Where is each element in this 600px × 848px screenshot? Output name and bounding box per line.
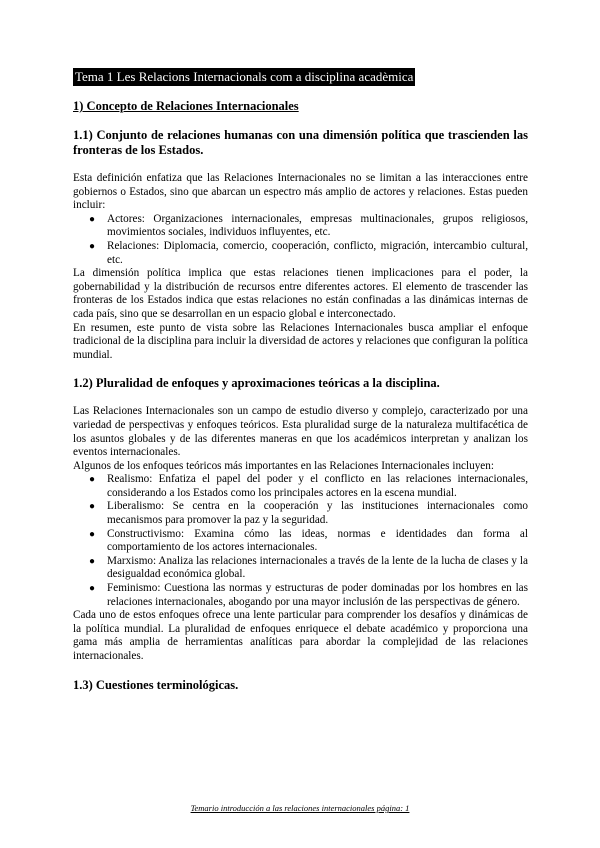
section-1-3-heading: 1.3) Cuestiones terminológicas.	[73, 677, 239, 692]
section-1-2-paragraph-2: Algunos de los enfoques teóricos más importantes en las Relaciones Internacionales incluyen:	[73, 459, 494, 472]
tema-title: Tema 1 Les Relacions Internacionals com a disciplina acadèmica	[75, 69, 414, 84]
section-1-2-paragraph-1: Las Relaciones Internacionales son un campo de estudio diverso y complejo, caracterizado por una variedad de perspectivas y enfoques teóricos. Esta pluralidad surge de la naturaleza multifacética de los asuntos globales y de las diferentes maneras en que los académicos interpretan y analizan los eventos internacionales.	[73, 405, 528, 459]
section-1-heading: 1) Concepto de Relaciones Internacionales	[73, 99, 299, 113]
bullet-icon: ●	[89, 583, 96, 595]
list-item: ● Relaciones: Diplomacia, comercio, cooperación, conflicto, migración, intercambio cultural, etc.	[89, 239, 528, 266]
bullet-icon: ●	[89, 474, 96, 486]
list-item: ● Actores: Organizaciones internacionales, empresas multinacionales, grupos religiosos, movimientos sociales, individuos influyentes, etc.	[89, 212, 528, 239]
bullet-icon: ●	[89, 528, 96, 540]
list-item: ● Realismo: Enfatiza el papel del poder y el conflicto en las relaciones internacionales, considerando a los Estados como los principales actores en la escena mundial.	[89, 473, 528, 499]
bullet-icon: ●	[89, 240, 96, 252]
bullet-icon: ●	[89, 213, 96, 225]
bullet-icon: ●	[89, 501, 96, 513]
page-footer: Temario introducción a las relaciones internacionales página: 1	[190, 803, 410, 813]
section-1-1-intro: Esta definición enfatiza que las Relaciones Internacionales no se limitan a las interacciones entre gobiernos o Estados, sino que abarcan un espectro más amplio de actores y relaciones. Estas pueden incluir:	[73, 172, 528, 212]
section-1-1-paragraph-2: La dimensión política implica que estas relaciones tienen implicaciones para el poder, la gobernabilidad y la distribución de recursos entre diferentes actores. El elemento de trascender las fronteras de los Estados indica que estas relaciones no están confinadas a las dinámicas internas de cada país, sino que se desarrollan en un espacio global e interconectado.	[73, 267, 528, 320]
section-1-1-heading: 1.1) Conjunto de relaciones humanas con una dimensión política que trascienden las fronteras de los Estados.	[73, 128, 528, 157]
section-1-2-paragraph-3: Cada uno de estos enfoques ofrece una lente particular para comprender los desafíos y dinámicas de la política mundial. La pluralidad de enfoques enriquece el debate académico y proporciona una gama más amplia de herramientas analíticas para abordar la complejidad de las relaciones internacionales.	[73, 609, 528, 662]
section-1-1-paragraph-3: En resumen, este punto de vista sobre las Relaciones Internacionales busca ampliar el enfoque tradicional de la disciplina para incluir la diversidad de actores y relaciones que configuran la política mundial.	[73, 321, 528, 361]
list-item: ● Marxismo: Analiza las relaciones internacionales a través de la lente de la lucha de clases y la desigualdad económica global.	[89, 554, 528, 581]
actors-relations-list	[73, 213, 528, 267]
bullet-icon: ●	[89, 555, 96, 567]
list-item: ● Constructivismo: Examina cómo las ideas, normas e identidades dan forma al comportamiento de los actores internacionales.	[89, 527, 528, 554]
section-1-2-heading: 1.2) Pluralidad de enfoques y aproximaciones teóricas a la disciplina.	[73, 376, 440, 391]
document-page	[73, 68, 528, 693]
list-item: ● Liberalismo: Se centra en la cooperación y las instituciones internacionales como mecanismos para promover la paz y la seguridad.	[89, 500, 528, 527]
list-item: ● Feminismo: Cuestiona las normas y estructuras de poder dominadas por los hombres en las relaciones internacionales, abogando por una mayor inclusión de las perspectivas de género.	[89, 582, 528, 608]
theory-list	[73, 473, 528, 609]
